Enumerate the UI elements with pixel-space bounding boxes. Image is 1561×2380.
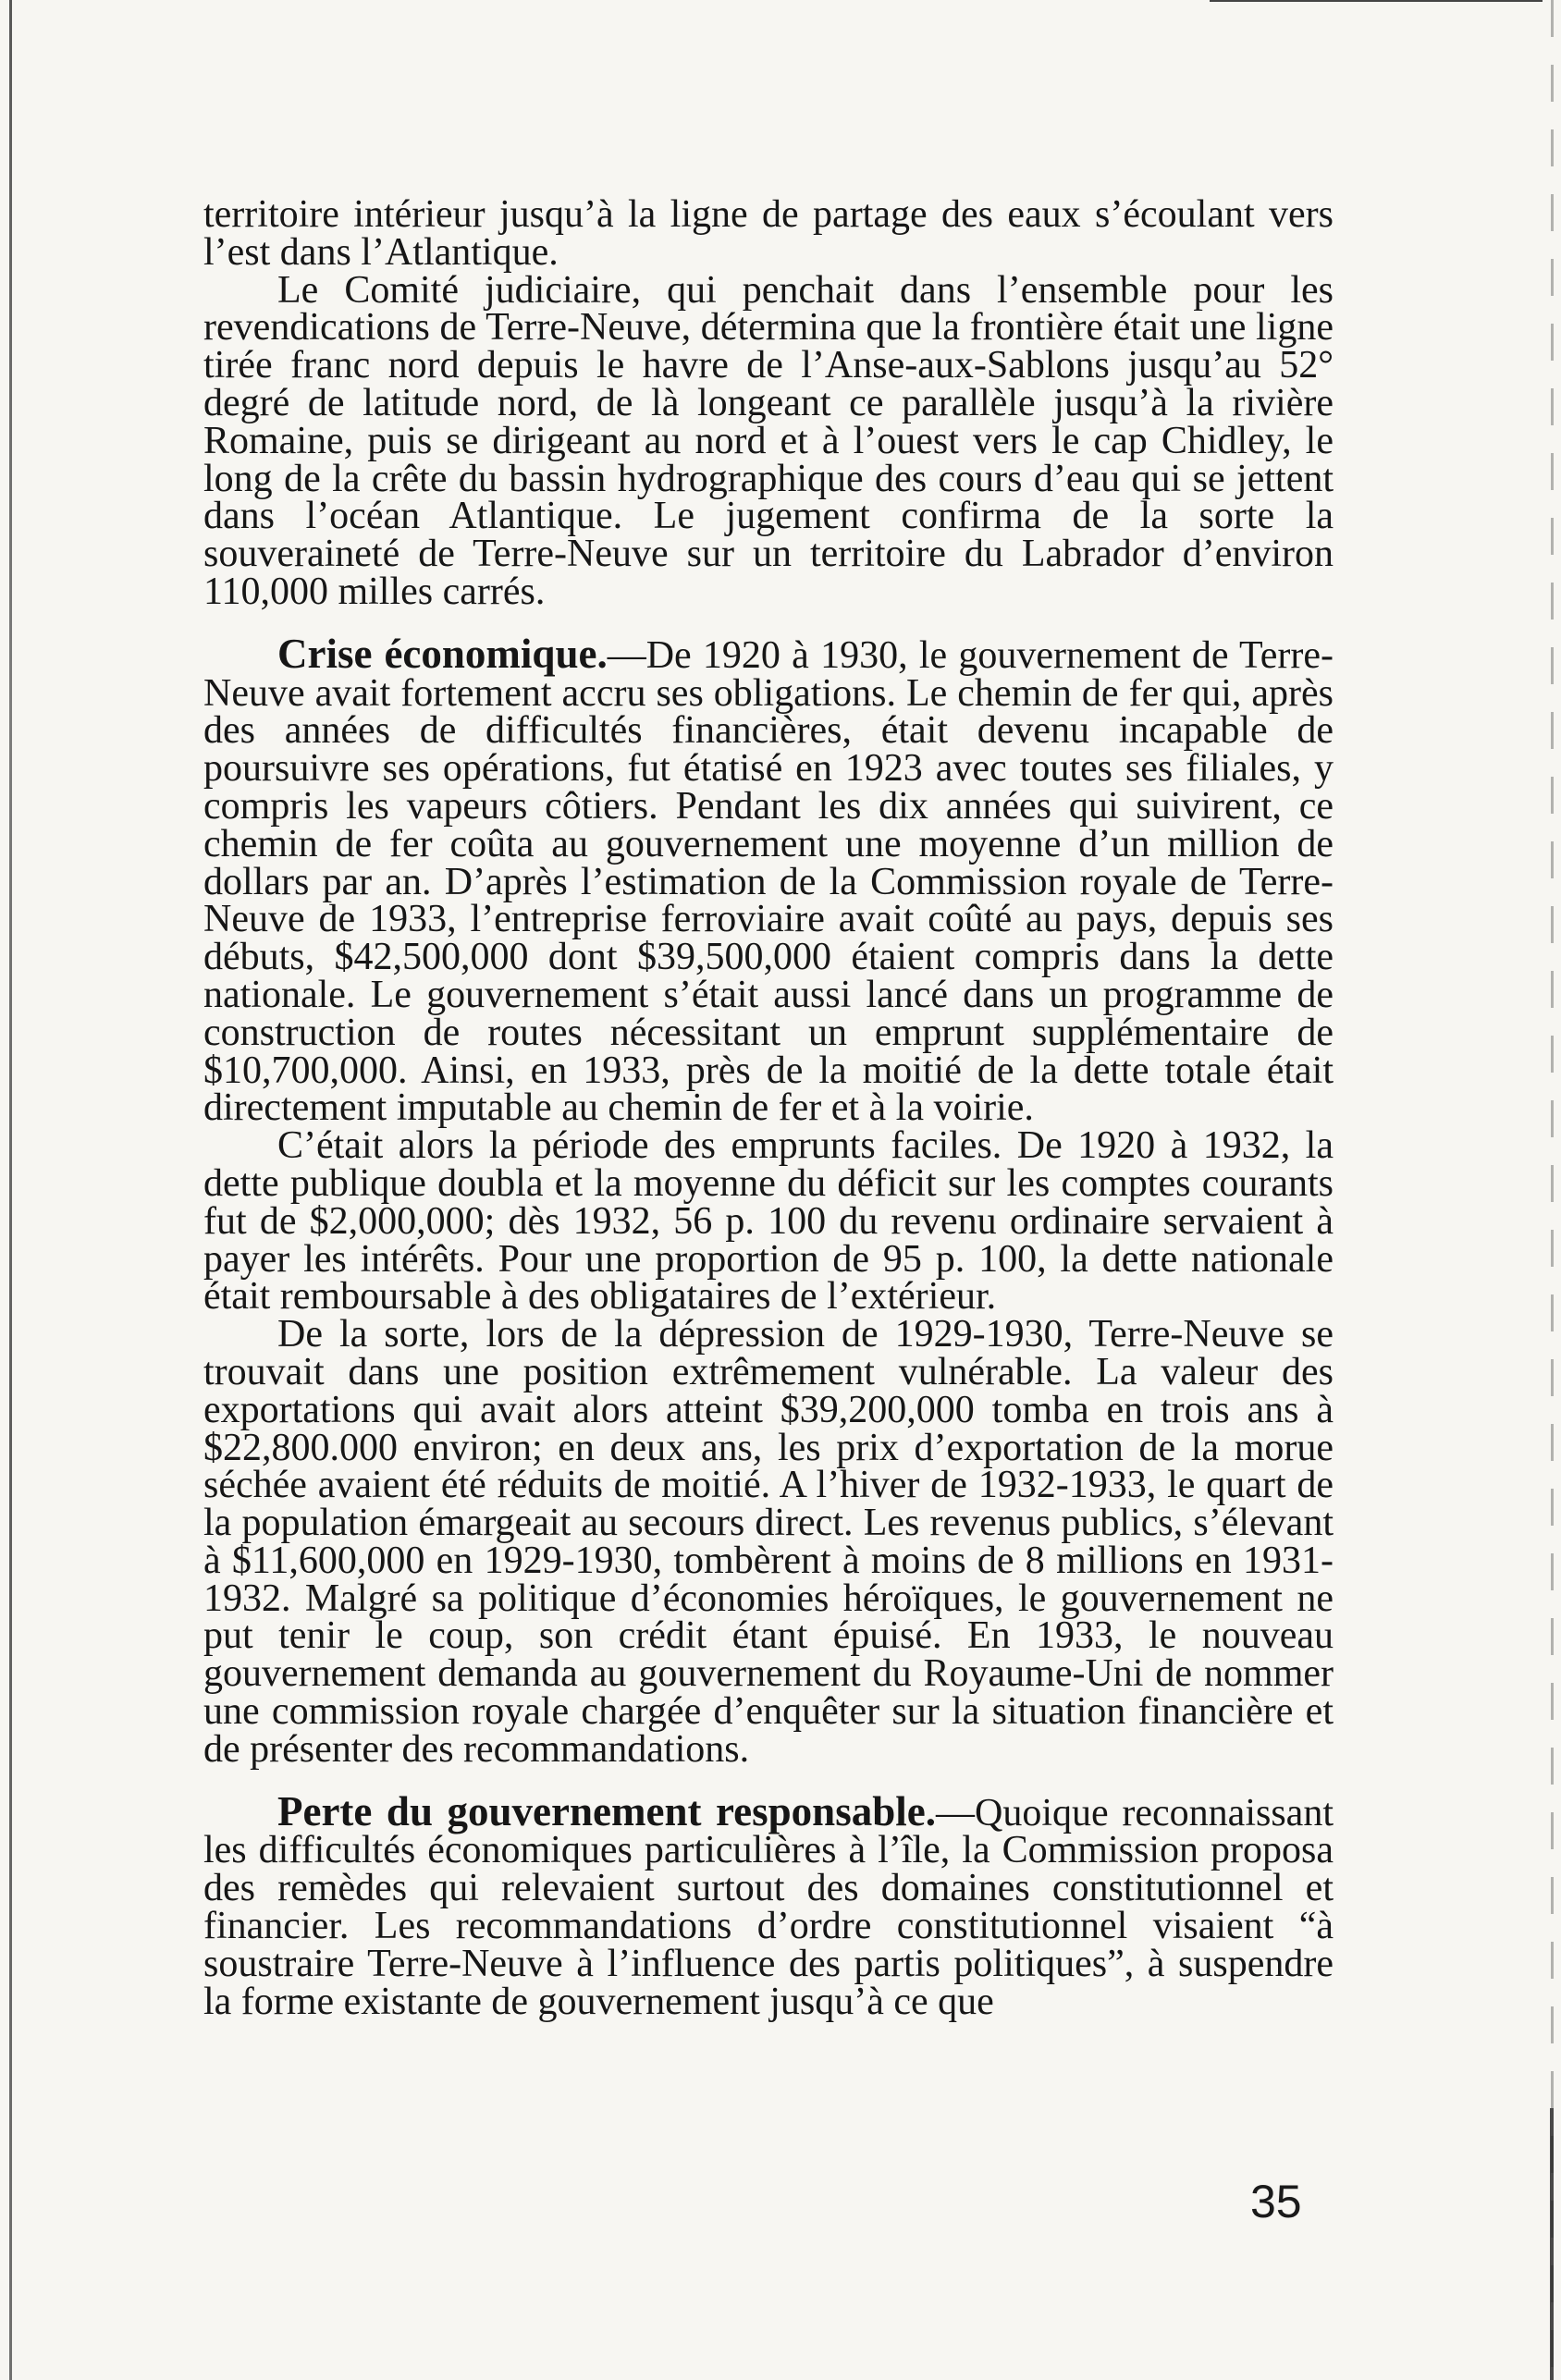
- paragraph-easy-loans: C’était alors la période des emprunts faciles. De 1920 à 1932, la dette publique doubla et la moyenne du déficit sur les comptes courants fut de $2,000,000; dès 1932, 56 p. 100 du revenu ordinaire servaient à payer les intérêts. Pour une proportion de 95 p. 100, la dette nationale était remboursable à des obligataires de l’extérieur.: [203, 1124, 1334, 1319]
- paragraph-loss-of-responsible-government: [203, 1787, 1334, 2023]
- section-heading-loss-of-government: Perte du gouvernement responsable.: [277, 1787, 936, 1834]
- paragraph-judicial-committee: Le Comité judiciaire, qui penchait dans l’ensemble pour les revendications de Terre-Neuve, détermina que la frontière était une ligne tirée franc nord depuis le havre de l’Anse-aux-Sablons jusqu’au 52° degré de latitude nord, de là longeant ce parallèle jusqu’à la rivière Romaine, puis se dirigeant au nord et à l’ouest vers le cap Chidley, le long de la crête du bassin hydrographique des cours d’eau qui se jettent dans l’océan Atlantique. Le jugement confirma de la sorte la souveraineté de Terre-Neuve sur un territoire du Labrador d’environ 110,000 milles carrés.: [203, 268, 1334, 613]
- loss-of-government-body: —Quoique reconnaissant les difficultés économiques particulières à l’île, la Commission proposa des remèdes qui relevaient surtout des domaines constitutionnel et financier. Les recommandations d’ordre constitutionnel visaient “à soustraire Terre-Neuve à l’influence des partis politiques”, à suspendre la forme existante de gouvernement jusqu’à ce que: [203, 1791, 1334, 2023]
- paragraph-economic-crisis: [203, 630, 1334, 1130]
- scan-right-edge: [1551, 0, 1554, 2380]
- paragraph-depression: De la sorte, lors de la dépression de 1929-1930, Terre-Neuve se trouvait dans une position extrêmement vulnérable. La valeur des exportations qui avait alors atteint $39,200,000 tomba en trois ans à $22,800.000 environ; en deux ans, les prix d’exportation de la morue séchée avaient été réduits de moitié. A l’hiver de 1932-1933, le quart de la population émargeait au secours direct. Les revenus publics, s’élevant à $11,600,000 en 1929-1930, tombèrent à moins de 8 millions en 1931-1932. Malgré sa politique d’économies héroïques, le gouvernement ne put tenir le coup, son crédit étant épuisé. En 1933, le nouveau gouvernement demanda au gouvernement du Royaume-Uni de nommer une commission royale chargée d’enquêter sur la situation financière et de présenter des recommandations.: [203, 1313, 1334, 1771]
- scan-left-edge: [9, 0, 12, 2380]
- section-heading-economic-crisis: Crise économique.: [277, 630, 608, 677]
- page-number: 35: [1250, 2176, 1302, 2227]
- page-text: [203, 193, 1334, 2023]
- paragraph-continuation: territoire intérieur jusqu’à la ligne de partage des eaux s’écoulant vers l’est dans l’Atlantique.: [203, 193, 1334, 274]
- economic-crisis-body: —De 1920 à 1930, le gouvernement de Terre-Neuve avait fortement accru ses obligations. Le chemin de fer qui, après des années de difficultés financières, était devenu incapable de poursuivre ses opérations, fut étatisé en 1923 avec toutes ses filiales, y compris les vapeurs côtiers. Pendant les dix années qui suivirent, ce chemin de fer coûta au gouvernement une moyenne d’un million de dollars par an. D’après l’estimation de la Commission royale de Terre-Neuve de 1933, l’entreprise ferroviaire avait coûté au pays, depuis ses débuts, $42,500,000 dont $39,500,000 étaient compris dans la dette nationale. Le gouvernement s’était aussi lancé dans un programme de construction de routes nécessitant un emprunt supplémentaire de $10,700,000. Ainsi, en 1933, près de la moitié de la dette totale était directement imputable au chemin de fer et à la voirie.: [203, 633, 1334, 1130]
- scan-right-edge-lower: [1550, 2108, 1554, 2380]
- scan-top-rule: [1210, 0, 1543, 2]
